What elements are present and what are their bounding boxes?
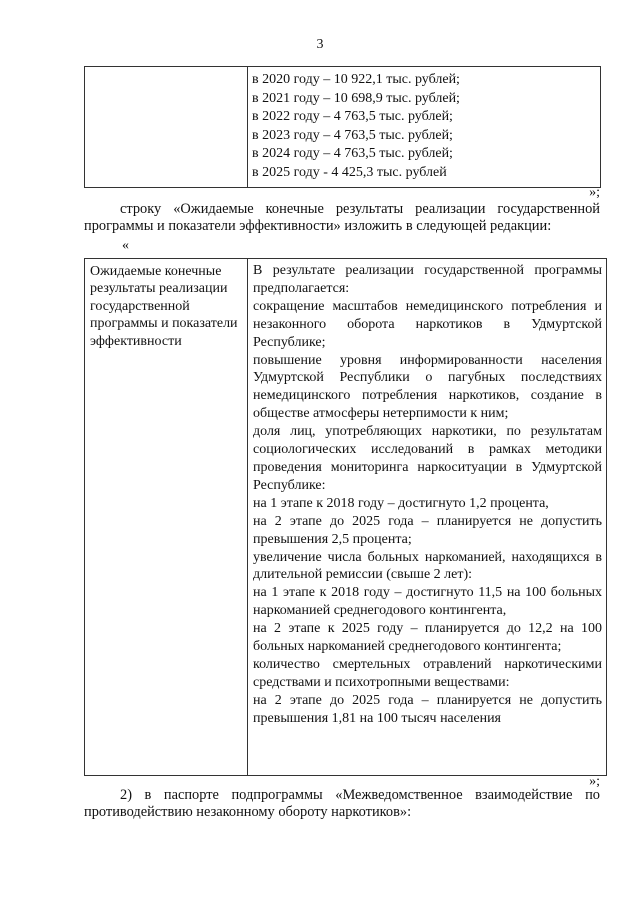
page-number: 3 bbox=[316, 37, 324, 52]
funding-line-2022: в 2022 году – 4 763,5 тыс. рублей; bbox=[252, 109, 453, 125]
paragraph-1-line-1: строку «Ожидаемые конечные результаты реализации государственной bbox=[120, 201, 600, 217]
results-table-label-cell bbox=[85, 259, 248, 776]
paragraph-2-line-2: противодействию незаконному обороту наркотиков»: bbox=[84, 804, 412, 820]
funding-line-2024: в 2024 году – 4 763,5 тыс. рублей; bbox=[252, 146, 453, 162]
results-table-content: В результате реализации государственной программы предполагается: сокращение масштабов немедицинского потребления и незаконного оборота наркотиков в Удмуртской Республике; повышение уровня информированности населения Удмуртской Республики о пагубных последствиях немедицинского потребления наркотиков, создание в обществе атмосферы нетерпимости к ним; доля лиц, употребляющих наркотики, по результатам социологических исследований в рамках методики проведения мониторинга наркоситуации в Удмуртской Республике: на 1 этапе к 2018 году – достигнуто 1,2 процента, на 2 этапе до 2025 года – планируется не допустить превышения 2,5 процента; увеличение числа больных наркоманией, находящихся в длительной ремиссии (свыше 2 лет): на 1 этапе к 2018 году – достигнуто 11,5 на 100 больных наркоманией среднегодового контингента, на 2 этапе к 2025 году – планируется до 12,2 на 100 больных наркоманией среднегодового контингента; количество смертельных отравлений наркотическими средствами и психотропными веществами: на 2 этапе до 2025 года – планируется не допустить превышения 1,81 на 100 тысяч населения bbox=[253, 263, 602, 726]
funding-table-empty-cell bbox=[85, 67, 248, 188]
funding-line-2025: в 2025 году - 4 425,3 тыс. рублей bbox=[252, 164, 447, 180]
funding-table-values-cell bbox=[248, 67, 601, 188]
funding-line-2020: в 2020 году – 10 922,1 тыс. рублей; bbox=[252, 72, 460, 87]
funding-line-2023: в 2023 году – 4 763,5 тыс. рублей; bbox=[252, 127, 453, 143]
opening-quote: « bbox=[122, 238, 129, 253]
funding-table bbox=[84, 66, 601, 188]
paragraph-2 bbox=[84, 787, 600, 821]
results-table-label: Ожидаемые конечные результаты реализации государственной программы и показатели эффективности bbox=[90, 264, 238, 349]
paragraph-1 bbox=[84, 201, 600, 235]
paragraph-2-line-1: 2) в паспорте подпрограммы «Межведомственное взаимодействие по bbox=[120, 787, 600, 803]
paragraph-1-line-2: программы и показатели эффективности» изложить в следующей редакции: bbox=[84, 218, 552, 234]
funding-line-2021: в 2021 году – 10 698,9 тыс. рублей; bbox=[252, 90, 460, 106]
results-table bbox=[84, 258, 607, 776]
closing-quote-2: »; bbox=[589, 774, 600, 789]
results-table-content-cell bbox=[248, 259, 607, 776]
closing-quote-1: »; bbox=[589, 185, 600, 200]
